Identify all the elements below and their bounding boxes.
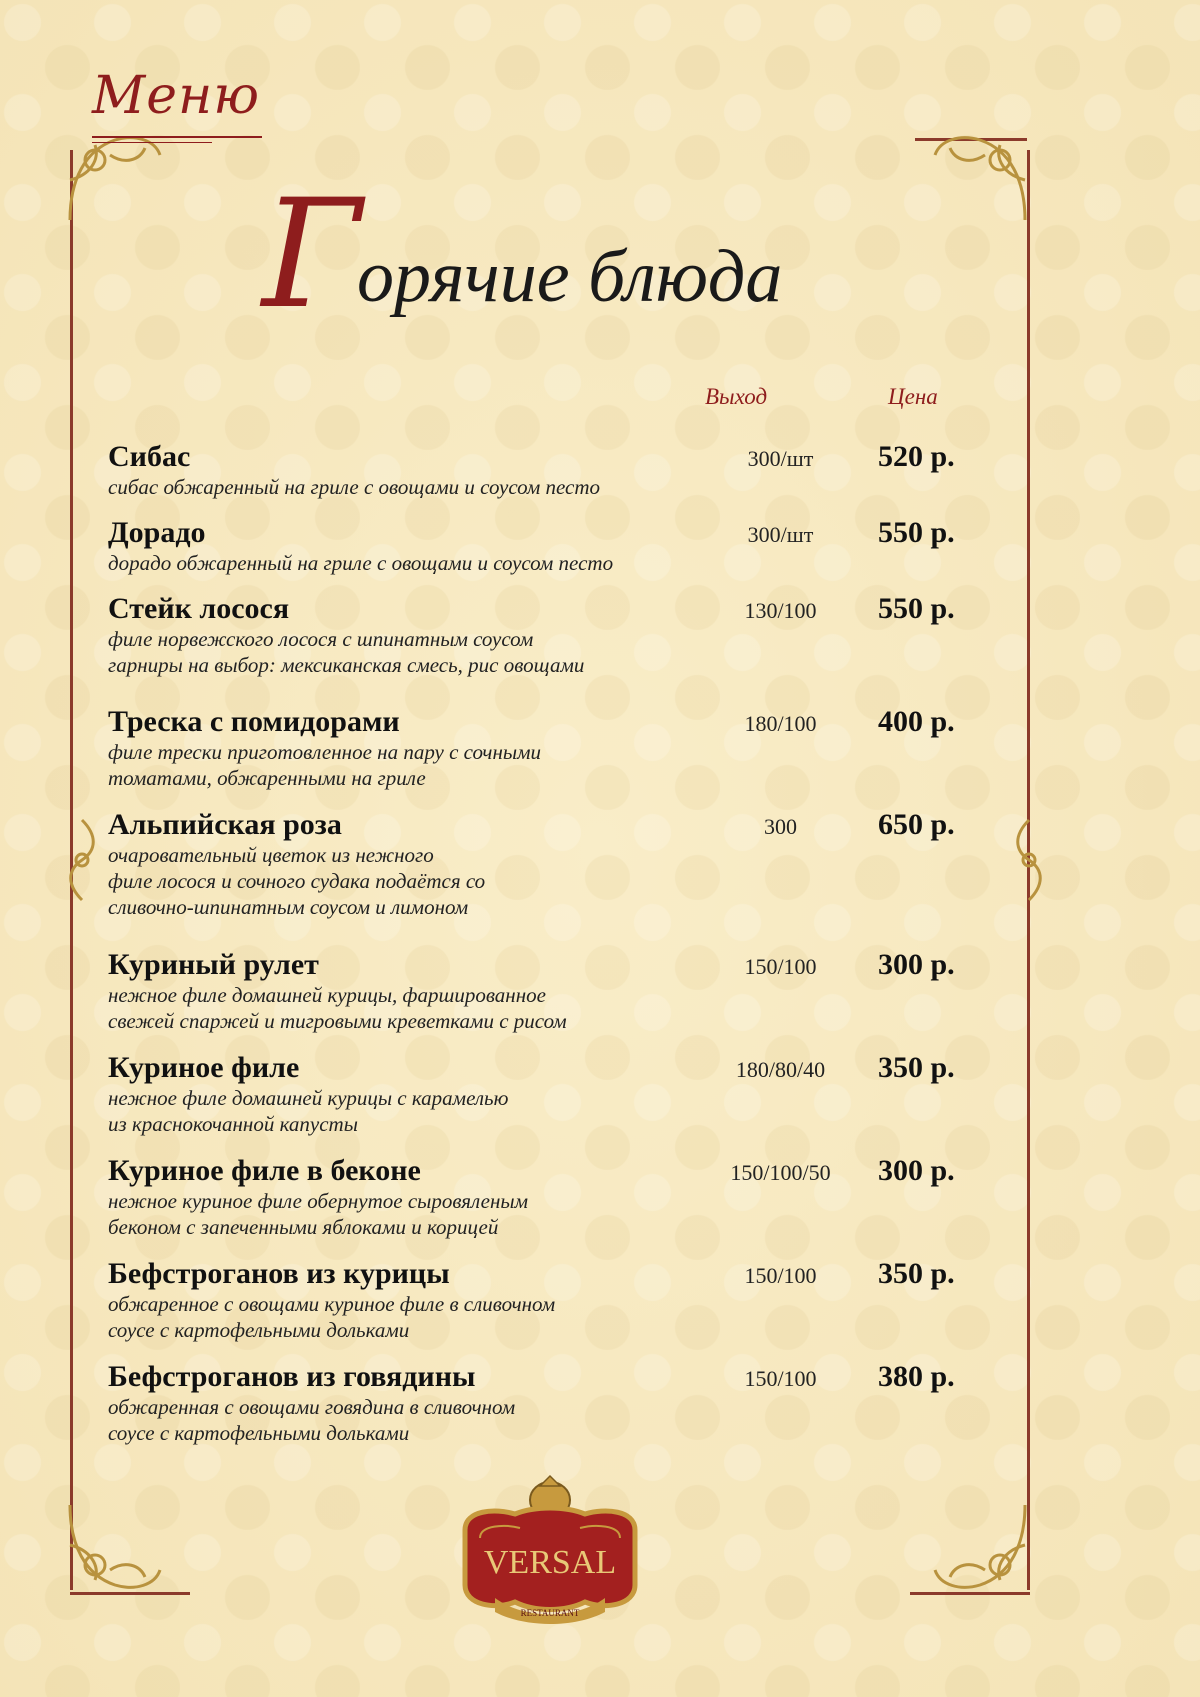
menu-label: Меню — [92, 66, 261, 126]
item-name: Дорадо — [108, 516, 206, 549]
item-description: филе трески приготовленное на пару с сочными томатами, обжаренными на гриле — [108, 740, 541, 790]
side-ornament-icon — [1009, 815, 1049, 905]
menu-item — [108, 440, 988, 516]
item-price: 350 р. — [878, 1257, 955, 1290]
item-price: 380 р. — [878, 1360, 955, 1393]
item-yield: 180/100 — [744, 711, 817, 736]
item-yield: 180/80/40 — [735, 1057, 826, 1082]
item-name: Треска с помидорами — [108, 705, 400, 738]
item-price: 400 р. — [878, 705, 955, 738]
side-ornament-icon — [62, 815, 102, 905]
menu-item — [108, 1051, 988, 1154]
menu-item — [108, 592, 988, 705]
item-price: 550 р. — [878, 516, 955, 549]
menu-item — [108, 808, 988, 948]
menu-label-underline — [92, 136, 262, 138]
menu-item — [108, 516, 988, 592]
item-name: Куриное филе в беконе — [108, 1154, 421, 1187]
item-name: Куриное филе — [108, 1051, 300, 1084]
item-description: сибас обжаренный на гриле с овощами и соусом песто — [108, 475, 601, 499]
logo-name: VERSAL — [483, 1544, 617, 1581]
item-description: очаровательный цветок из нежного филе лосося и сочного судака подаётся со сливочно-шпинатным соусом и лимоном — [108, 843, 486, 919]
item-name: Бефстроганов из говядины — [108, 1360, 476, 1393]
corner-ornament-icon — [920, 1485, 1040, 1605]
menu-item — [108, 1360, 988, 1450]
item-description: нежное куриное филе обернутое сыровяленым беконом с запеченными яблоками и корицей — [108, 1189, 529, 1239]
item-description: нежное филе домашней курицы, фаршированное свежей спаржей и тигровыми креветками с рисом — [108, 983, 567, 1033]
item-name: Стейк лосося — [108, 592, 290, 625]
item-name: Бефстроганов из курицы — [108, 1257, 450, 1290]
item-yield: 300/шт — [747, 522, 814, 547]
item-price: 300 р. — [878, 948, 955, 981]
menu-item — [108, 705, 988, 808]
item-price: 350 р. — [878, 1051, 955, 1084]
item-yield: 150/100 — [744, 954, 817, 979]
item-price: 520 р. — [878, 440, 955, 473]
item-yield: 300 — [764, 814, 797, 839]
item-description: обжаренная с овощами говядина в сливочном соусе с картофельными дольками — [108, 1395, 516, 1445]
column-header-yield: Выход — [705, 384, 768, 409]
corner-ornament-icon — [55, 1485, 175, 1605]
item-price: 550 р. — [878, 592, 955, 625]
item-yield: 300/шт — [747, 446, 814, 471]
versal-logo — [445, 1470, 655, 1630]
page-title — [262, 168, 902, 342]
column-header-price: Цена — [888, 384, 938, 409]
menu-item — [108, 1154, 988, 1257]
page-title-text: орячие блюда — [357, 236, 783, 318]
corner-ornament-icon — [55, 120, 175, 240]
menu-items-list — [108, 440, 988, 1450]
item-yield: 130/100 — [744, 598, 817, 623]
menu-label-underline — [92, 142, 212, 143]
corner-ornament-icon — [920, 120, 1040, 240]
item-name: Куриный рулет — [108, 948, 319, 981]
item-price: 650 р. — [878, 808, 955, 841]
item-yield: 150/100 — [744, 1366, 817, 1391]
item-yield: 150/100/50 — [730, 1160, 831, 1185]
menu-item — [108, 1257, 988, 1360]
item-description: филе норвежского лосося с шпинатным соусом гарниры на выбор: мексиканская смесь, рис овощами — [108, 627, 585, 677]
item-price: 300 р. — [878, 1154, 955, 1187]
item-yield: 150/100 — [744, 1263, 817, 1288]
menu-item — [108, 948, 988, 1051]
logo-subtitle: RESTAURANT — [520, 1608, 580, 1618]
page-title-initial: Г — [262, 168, 362, 342]
item-name: Альпийская роза — [108, 808, 342, 841]
item-description: обжаренное с овощами куриное филе в сливочном соусе с картофельными дольками — [108, 1292, 556, 1342]
item-description: нежное филе домашней курицы с карамелью из краснокочанной капусты — [108, 1086, 509, 1136]
item-name: Сибас — [108, 440, 191, 473]
item-description: дорадо обжаренный на гриле с овощами и соусом песто — [108, 551, 614, 575]
